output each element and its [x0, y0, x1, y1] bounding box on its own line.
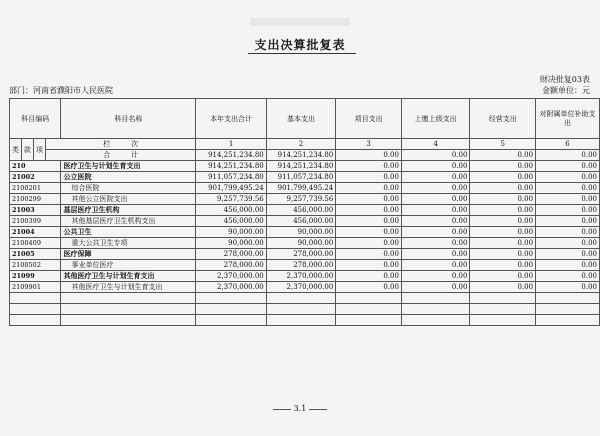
empty-cell — [196, 304, 266, 315]
row-business: 0.00 — [470, 249, 536, 260]
row-name: 综合医院 — [61, 183, 196, 194]
column-number-row — [10, 139, 600, 150]
row-total: 456,000.00 — [196, 216, 266, 227]
row-business: 0.00 — [470, 205, 536, 216]
table-row — [10, 249, 600, 260]
row-upper: 0.00 — [401, 216, 469, 227]
header-lei: 类 — [10, 139, 22, 161]
empty-cell — [536, 293, 600, 304]
expenditure-table — [9, 98, 600, 326]
row-name: 医疗卫生与计划生育支出 — [61, 161, 196, 172]
header-basic: 基本支出 — [266, 99, 336, 139]
row-basic: 2,370,000.00 — [266, 282, 336, 293]
row-business: 0.00 — [470, 172, 536, 183]
row-subsidy: 0.00 — [536, 172, 600, 183]
row-project: 0.00 — [336, 271, 402, 282]
empty-cell — [10, 304, 61, 315]
row-code: 2100502 — [10, 260, 61, 271]
row-name: 基层医疗卫生机构 — [61, 205, 196, 216]
row-name: 其他医疗卫生与计划生育支出 — [61, 271, 196, 282]
empty-cell — [470, 293, 536, 304]
row-project: 0.00 — [336, 172, 402, 183]
row-project: 0.00 — [336, 227, 402, 238]
grand-total-row — [10, 150, 600, 161]
row-project: 0.00 — [336, 161, 402, 172]
row-business: 0.00 — [470, 227, 536, 238]
table-row — [10, 282, 600, 293]
col-number-5: 5 — [470, 139, 536, 150]
total-subsidy: 0.00 — [536, 150, 600, 161]
row-total: 278,000.00 — [196, 249, 266, 260]
row-upper: 0.00 — [401, 260, 469, 271]
row-basic: 911,057,234.80 — [266, 172, 336, 183]
amount-unit-label: 金额单位：元 — [542, 86, 590, 95]
row-project: 0.00 — [336, 205, 402, 216]
row-business: 0.00 — [470, 194, 536, 205]
page-number — [0, 404, 600, 413]
row-basic: 278,000.00 — [266, 249, 336, 260]
empty-row — [10, 315, 600, 326]
empty-cell — [196, 293, 266, 304]
row-total: 90,000.00 — [196, 238, 266, 249]
row-upper: 0.00 — [401, 282, 469, 293]
table-row — [10, 172, 600, 183]
faint-stamp-mark — [250, 18, 350, 26]
row-code: 2109901 — [10, 282, 61, 293]
total-upper: 0.00 — [401, 150, 469, 161]
empty-cell — [61, 304, 196, 315]
row-business: 0.00 — [470, 271, 536, 282]
table-row — [10, 260, 600, 271]
header-lan-ci: 栏 次 — [46, 139, 196, 150]
empty-cell — [196, 315, 266, 326]
empty-cell — [470, 304, 536, 315]
row-subsidy: 0.00 — [536, 249, 600, 260]
row-code: 21005 — [10, 249, 61, 260]
row-basic: 90,000.00 — [266, 227, 336, 238]
row-code: 21004 — [10, 227, 61, 238]
table-row — [10, 194, 600, 205]
row-upper: 0.00 — [401, 227, 469, 238]
row-code: 2100399 — [10, 216, 61, 227]
empty-cell — [470, 315, 536, 326]
row-upper: 0.00 — [401, 238, 469, 249]
total-project: 0.00 — [336, 150, 402, 161]
empty-cell — [336, 304, 402, 315]
row-business: 0.00 — [470, 161, 536, 172]
row-code: 21003 — [10, 205, 61, 216]
row-business: 0.00 — [470, 183, 536, 194]
header-row — [10, 99, 600, 139]
row-code: 2100299 — [10, 194, 61, 205]
col-number-6: 6 — [536, 139, 600, 150]
total-business: 0.00 — [470, 150, 536, 161]
row-subsidy: 0.00 — [536, 161, 600, 172]
row-code: 2100201 — [10, 183, 61, 194]
header-he-ji: 合 计 — [46, 150, 196, 161]
row-basic: 456,000.00 — [266, 216, 336, 227]
row-basic: 901,799,495.24 — [266, 183, 336, 194]
row-basic: 9,257,739.56 — [266, 194, 336, 205]
row-total: 2,370,000.00 — [196, 282, 266, 293]
row-upper: 0.00 — [401, 271, 469, 282]
table-row — [10, 161, 600, 172]
table-row — [10, 238, 600, 249]
col-number-2: 2 — [266, 139, 336, 150]
empty-cell — [336, 315, 402, 326]
row-upper: 0.00 — [401, 194, 469, 205]
empty-cell — [266, 293, 336, 304]
empty-cell — [536, 315, 600, 326]
row-total: 911,057,234.80 — [196, 172, 266, 183]
row-total: 9,257,739.56 — [196, 194, 266, 205]
row-upper: 0.00 — [401, 249, 469, 260]
row-basic: 90,000.00 — [266, 238, 336, 249]
empty-cell — [401, 315, 469, 326]
row-project: 0.00 — [336, 194, 402, 205]
row-total: 914,251,234.80 — [196, 161, 266, 172]
header-subject-name: 科目名称 — [61, 99, 196, 139]
row-code: 210 — [10, 161, 61, 172]
row-code: 21002 — [10, 172, 61, 183]
row-total: 901,799,495.24 — [196, 183, 266, 194]
row-name: 医疗保障 — [61, 249, 196, 260]
table-row — [10, 271, 600, 282]
row-upper: 0.00 — [401, 172, 469, 183]
empty-cell — [61, 315, 196, 326]
row-subsidy: 0.00 — [536, 271, 600, 282]
empty-row — [10, 304, 600, 315]
row-subsidy: 0.00 — [536, 216, 600, 227]
row-project: 0.00 — [336, 238, 402, 249]
header-subject-code: 科目编码 — [10, 99, 61, 139]
row-project: 0.00 — [336, 282, 402, 293]
row-total: 456,000.00 — [196, 205, 266, 216]
empty-cell — [10, 315, 61, 326]
row-name: 重大公共卫生专项 — [61, 238, 196, 249]
row-business: 0.00 — [470, 238, 536, 249]
row-name: 其他公立医院支出 — [61, 194, 196, 205]
empty-cell — [401, 293, 469, 304]
row-basic: 2,370,000.00 — [266, 271, 336, 282]
empty-cell — [10, 293, 61, 304]
row-total: 90,000.00 — [196, 227, 266, 238]
total-total: 914,251,234.80 — [196, 150, 266, 161]
row-subsidy: 0.00 — [536, 260, 600, 271]
row-project: 0.00 — [336, 249, 402, 260]
page-number-text: 3.1 — [293, 404, 307, 413]
header-upper: 上缴上级支出 — [401, 99, 469, 139]
row-name: 公共卫生 — [61, 227, 196, 238]
row-name: 公立医院 — [61, 172, 196, 183]
empty-cell — [336, 293, 402, 304]
row-name: 其他医疗卫生与计划生育支出 — [61, 282, 196, 293]
row-total: 278,000.00 — [196, 260, 266, 271]
table-row — [10, 183, 600, 194]
row-project: 0.00 — [336, 216, 402, 227]
page-title: 支出决算批复表 — [254, 38, 346, 52]
table-row — [10, 216, 600, 227]
empty-cell — [266, 315, 336, 326]
header-business: 经营支出 — [470, 99, 536, 139]
row-basic: 914,251,234.80 — [266, 161, 336, 172]
table-row — [10, 227, 600, 238]
row-code: 2100409 — [10, 238, 61, 249]
table-row — [10, 205, 600, 216]
row-business: 0.00 — [470, 282, 536, 293]
row-subsidy: 0.00 — [536, 205, 600, 216]
row-basic: 456,000.00 — [266, 205, 336, 216]
header-subsidy: 对附属单位补助支出 — [536, 99, 600, 139]
empty-cell — [401, 304, 469, 315]
header-kuan: 款 — [22, 139, 34, 161]
row-upper: 0.00 — [401, 183, 469, 194]
department-label: 部门：河南省濮阳市人民医院 — [9, 86, 113, 95]
row-code: 21099 — [10, 271, 61, 282]
header-total: 本年支出合计 — [196, 99, 266, 139]
row-business: 0.00 — [470, 216, 536, 227]
row-project: 0.00 — [336, 260, 402, 271]
empty-cell — [266, 304, 336, 315]
title-underline — [248, 53, 356, 54]
row-name: 其他基层医疗卫生机构支出 — [61, 216, 196, 227]
empty-row — [10, 293, 600, 304]
row-basic: 278,000.00 — [266, 260, 336, 271]
row-subsidy: 0.00 — [536, 227, 600, 238]
empty-cell — [61, 293, 196, 304]
total-basic: 914,251,234.80 — [266, 150, 336, 161]
row-total: 2,370,000.00 — [196, 271, 266, 282]
form-number: 财决批复03表 — [539, 75, 590, 84]
row-business: 0.00 — [470, 260, 536, 271]
row-project: 0.00 — [336, 183, 402, 194]
col-number-1: 1 — [196, 139, 266, 150]
row-subsidy: 0.00 — [536, 282, 600, 293]
row-upper: 0.00 — [401, 161, 469, 172]
empty-cell — [536, 304, 600, 315]
row-subsidy: 0.00 — [536, 194, 600, 205]
col-number-4: 4 — [401, 139, 469, 150]
header-project: 项目支出 — [336, 99, 402, 139]
row-subsidy: 0.00 — [536, 183, 600, 194]
row-name: 事业单位医疗 — [61, 260, 196, 271]
row-upper: 0.00 — [401, 205, 469, 216]
header-xiang: 项 — [34, 139, 46, 161]
col-number-3: 3 — [336, 139, 402, 150]
row-subsidy: 0.00 — [536, 238, 600, 249]
